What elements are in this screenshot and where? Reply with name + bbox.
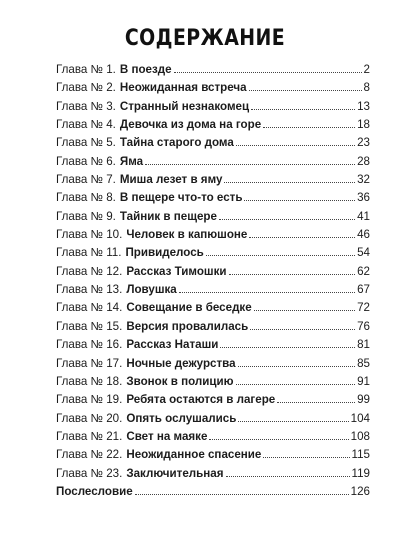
toc-page-number: 46: [357, 228, 370, 242]
toc-dot-leader: [251, 109, 355, 110]
toc-entry: [56, 226, 370, 244]
toc-dot-leader: [254, 310, 355, 311]
toc-chapter-title: Звонок в полицию: [126, 374, 234, 388]
toc-entry: [56, 355, 370, 373]
toc-chapter-number: Глава № 4.: [56, 118, 116, 132]
toc-entry: [56, 98, 370, 116]
toc-chapter-number: Глава № 2.: [56, 81, 116, 95]
toc-page-number: 76: [357, 319, 370, 333]
toc-chapter-title: Рассказ Тимошки: [126, 264, 227, 278]
toc-chapter-title: Ловушка: [126, 283, 177, 297]
toc-page-number: 119: [351, 466, 370, 480]
toc-chapter-number: Глава № 23.: [56, 466, 123, 480]
toc-chapter-number: Глава № 6.: [56, 154, 116, 168]
toc-dot-leader: [236, 145, 355, 146]
toc-chapter-number: Глава № 13.: [56, 283, 123, 297]
toc-chapter-number: Глава № 16.: [56, 338, 123, 352]
toc-entry: [56, 391, 370, 409]
toc-chapter-number: Глава № 7.: [56, 173, 116, 187]
toc-chapter-title: Ребята остаются в лагере: [126, 393, 276, 407]
toc-dot-leader: [277, 402, 355, 403]
toc-dot-leader: [220, 347, 355, 348]
toc-chapter-title: Тайник в пещере: [119, 209, 217, 223]
toc-page-number: 85: [357, 356, 370, 370]
toc-chapter-title: Странный незнакомец: [119, 99, 250, 113]
toc-dot-leader: [206, 255, 355, 256]
toc-chapter-title: Яма: [119, 154, 144, 168]
toc-chapter-title: Миша лезет в яму: [119, 173, 223, 187]
toc-chapter-number: Глава № 8.: [56, 191, 116, 205]
page-title: СОДЕРЖАНИЕ: [124, 26, 286, 51]
toc-chapter-title: Неожиданное спасение: [126, 448, 262, 462]
toc-page-number: 104: [350, 411, 370, 425]
toc-entry: [56, 410, 370, 428]
toc-page-number: 62: [357, 264, 370, 278]
toc-entry: [56, 171, 370, 189]
toc-dot-leader: [249, 90, 362, 91]
toc-page-number: 8: [363, 81, 370, 95]
toc-page-number: 72: [357, 301, 370, 315]
toc-entry: [56, 61, 370, 79]
toc-entry: [56, 153, 370, 171]
toc-entry: [56, 244, 370, 262]
toc-page-number: 99: [357, 393, 370, 407]
toc-page-number: 18: [357, 118, 370, 132]
toc-chapter-title: Опять ослушались: [126, 411, 237, 425]
toc-entry: [56, 336, 370, 354]
toc-page-number: 81: [357, 338, 370, 352]
toc-chapter-title: Ночные дежурства: [126, 356, 236, 370]
toc-chapter-number: Глава № 19.: [56, 393, 123, 407]
toc-entry: [56, 465, 370, 483]
toc-entry: [56, 428, 370, 446]
toc-chapter-number: Глава № 20.: [56, 411, 123, 425]
toc-chapter-title: В поезде: [119, 63, 172, 76]
toc-dot-leader: [244, 200, 355, 201]
toc-page-number: 41: [357, 209, 370, 223]
toc-chapter-number: Глава № 5.: [56, 136, 116, 150]
toc-entry: [56, 281, 370, 299]
toc-dot-leader: [238, 366, 355, 367]
toc-chapter-title: Привиделось: [125, 246, 204, 260]
toc-page-number: 2: [363, 63, 370, 76]
toc-chapter-title: Неожиданная встреча: [119, 81, 247, 95]
toc-dot-leader: [263, 127, 355, 128]
toc-page-number: 28: [357, 154, 370, 168]
toc-entry: [56, 208, 370, 226]
toc-entry: [56, 318, 370, 336]
toc-chapter-title: Послесловие: [56, 484, 133, 498]
toc-chapter-number: Глава № 15.: [56, 319, 123, 333]
toc-entry: [56, 373, 370, 391]
toc-dot-leader: [219, 219, 355, 220]
toc-page-number: 126: [350, 484, 370, 498]
toc-chapter-number: Глава № 11.: [56, 246, 122, 260]
toc-dot-leader: [238, 421, 348, 422]
toc-chapter-number: Глава № 18.: [56, 374, 123, 388]
toc-dot-leader: [226, 476, 350, 477]
toc-chapter-title: В пещере что-то есть: [119, 191, 243, 205]
toc-dot-leader: [250, 329, 355, 330]
toc-chapter-title: Тайна старого дома: [119, 136, 234, 150]
toc-dot-leader: [145, 164, 355, 165]
toc-dot-leader: [135, 494, 349, 495]
toc-entry: [56, 263, 370, 281]
toc-page-number: 23: [357, 136, 370, 150]
toc-page-number: 13: [357, 99, 370, 113]
toc-entry: [56, 446, 370, 464]
toc-entry: [56, 189, 370, 207]
toc-entry: [56, 483, 370, 501]
toc-chapter-number: Глава № 1.: [56, 63, 116, 76]
toc-chapter-title: Свет на маяке: [126, 429, 208, 443]
toc-dot-leader: [263, 457, 349, 458]
toc-page-number: 67: [357, 283, 370, 297]
toc-chapter-title: Рассказ Наташи: [126, 338, 219, 352]
toc-chapter-title: Совещание в беседке: [126, 301, 252, 315]
toc-chapter-number: Глава № 21.: [56, 429, 123, 443]
toc-entry: [56, 299, 370, 317]
toc-entry: [56, 116, 370, 134]
toc-chapter-title: Заключительная: [126, 466, 224, 480]
toc-dot-leader: [229, 274, 356, 275]
toc-page-number: 108: [350, 429, 370, 443]
toc-page-number: 36: [357, 191, 370, 205]
toc-page-number: 54: [357, 246, 370, 260]
toc-page-number: 32: [357, 173, 370, 187]
toc-dot-leader: [224, 182, 355, 183]
toc-chapter-number: Глава № 22.: [56, 448, 123, 462]
toc-dot-leader: [179, 292, 355, 293]
toc-chapter-number: Глава № 9.: [56, 209, 116, 223]
toc-dot-leader: [174, 72, 362, 73]
toc-chapter-number: Глава № 3.: [56, 99, 116, 113]
toc-entry: [56, 134, 370, 152]
toc-chapter-title: Девочка из дома на горе: [119, 118, 262, 132]
toc-page-number: 115: [351, 448, 370, 462]
toc-entry: [56, 79, 370, 97]
toc-chapter-title: Версия провалилась: [126, 319, 249, 333]
toc-chapter-number: Глава № 12.: [56, 264, 123, 278]
toc-dot-leader: [249, 237, 355, 238]
toc-chapter-number: Глава № 10.: [56, 228, 123, 242]
toc-page-number: 91: [357, 374, 370, 388]
table-of-contents: [56, 61, 370, 501]
toc-chapter-title: Человек в капюшоне: [126, 228, 248, 242]
toc-chapter-number: Глава № 17.: [56, 356, 123, 370]
toc-chapter-number: Глава № 14.: [56, 301, 123, 315]
toc-dot-leader: [209, 439, 348, 440]
toc-dot-leader: [236, 384, 356, 385]
